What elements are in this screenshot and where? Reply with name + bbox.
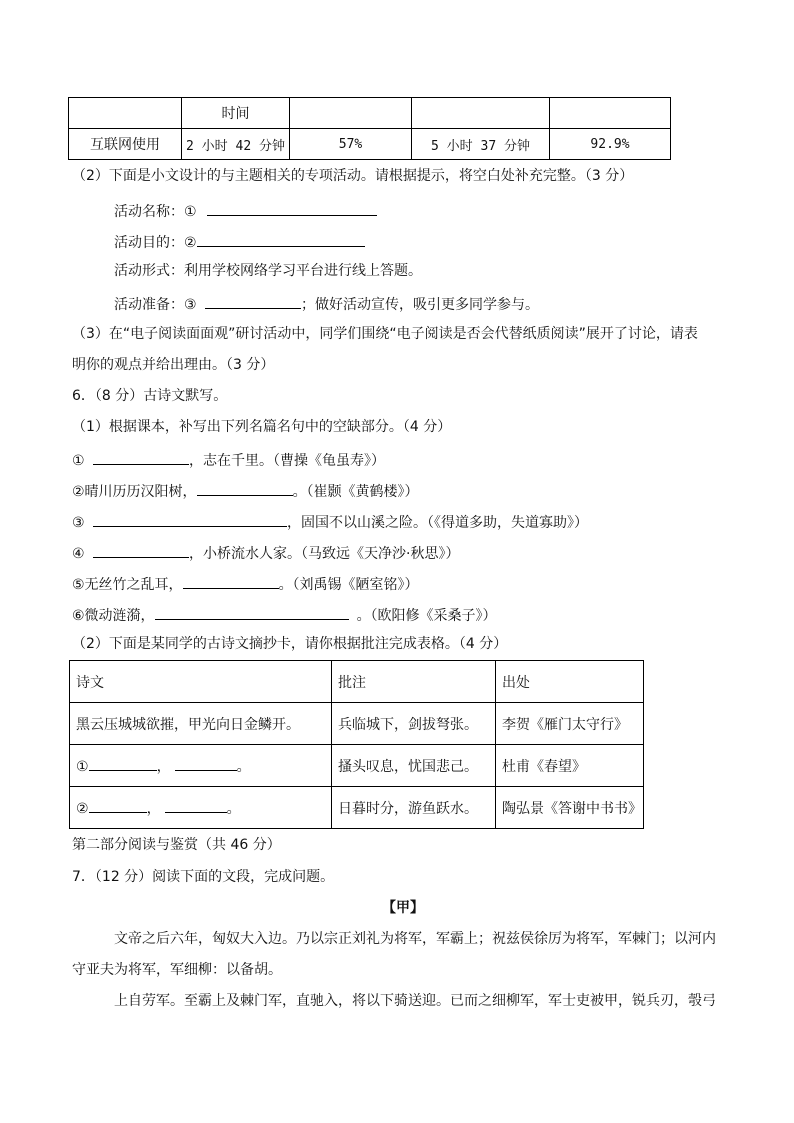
answer-blank[interactable] xyxy=(165,798,227,813)
passage-line: 文帝之后六年，匈奴大入边。乃以宗正刘礼为将军，军霸上；祝兹侯徐厉为将军，军棘门；以河内 xyxy=(114,931,716,947)
answer-blank[interactable] xyxy=(183,572,279,589)
activity-prep-label: 活动准备：③ xyxy=(114,297,197,313)
part2-heading: 第二部分阅读与鉴赏（共 46 分） xyxy=(72,837,281,853)
punctuation: 。 xyxy=(236,758,251,775)
answer-blank[interactable] xyxy=(89,798,147,813)
recite-line-4 xyxy=(72,541,459,564)
answer-blank[interactable] xyxy=(175,756,237,771)
line-number: ① xyxy=(72,453,85,469)
line-number: ① xyxy=(76,758,89,775)
table-cell: 黑云压城城欲摧，甲光向日金鳞开。 xyxy=(70,703,332,745)
activity-name-label: 活动名称：① xyxy=(114,204,197,220)
table-row xyxy=(70,661,644,703)
line-number: ② xyxy=(76,800,89,817)
activity-prep-line xyxy=(114,292,539,315)
passage-line: 守亚夫为将军，军细柳：以备胡。 xyxy=(72,962,282,978)
recite-line-1 xyxy=(72,448,385,471)
q5-part2-prompt: （2）下面是小文设计的与主题相关的专项活动。请根据提示，将空白处补充完整。（3 分） xyxy=(72,168,634,184)
top-table xyxy=(68,97,671,160)
line-number: ④ xyxy=(72,546,85,562)
table-row xyxy=(70,745,644,787)
activity-goal-label: 活动目的：② xyxy=(114,235,197,251)
table-cell xyxy=(70,787,332,829)
table-header: 诗文 xyxy=(70,661,332,703)
q6-part2-prompt: （2）下面是某同学的古诗文摘抄卡，请你根据批注完成表格。（4 分） xyxy=(72,636,508,652)
answer-blank[interactable] xyxy=(207,199,377,216)
punctuation: ， xyxy=(146,800,161,817)
table-header: 出处 xyxy=(496,661,644,703)
table-header: 批注 xyxy=(332,661,496,703)
punctuation: 。 xyxy=(226,800,241,817)
table-row xyxy=(69,129,671,160)
table-cell xyxy=(69,98,182,129)
activity-prep-suffix: ；做好活动宣传，吸引更多同学参与。 xyxy=(301,297,540,313)
line-text: ，小桥流水人家。（马致远《天净沙·秋思》） xyxy=(189,546,460,562)
table-cell: 李贺《雁门太守行》 xyxy=(496,703,644,745)
table-row xyxy=(69,98,671,129)
table-row xyxy=(70,787,644,829)
line-number: ③ xyxy=(72,515,85,531)
q6-heading: 6．（8 分）古诗文默写。 xyxy=(72,388,228,404)
line-text: 。（刘禹锡《陋室铭》） xyxy=(278,577,419,593)
answer-blank[interactable] xyxy=(197,230,365,247)
answer-blank[interactable] xyxy=(93,448,189,465)
q7-heading: 7．（12 分）阅读下面的文段，完成问题。 xyxy=(72,869,335,885)
line-text: ，固国不以山溪之险。（《得道多助，失道寡助》） xyxy=(287,515,589,531)
passage-title: 【甲】 xyxy=(382,900,424,916)
table-cell xyxy=(290,98,412,129)
activity-goal-line xyxy=(114,230,365,253)
q5-part3-line1: （3）在“电子阅读面面观”研讨活动中，同学们围绕“电子阅读是否会代替纸质阅读”展开了讨论，请表 xyxy=(72,326,698,342)
line-text: ②晴川历历汉阳树， xyxy=(72,484,197,500)
passage-line: 上自劳军。至霸上及棘门军，直驰入，将以下骑送迎。已而之细柳军，军士吏被甲，锐兵刃，彀弓 xyxy=(114,993,716,1009)
table-cell xyxy=(412,98,550,129)
table-cell: 5 小时 37 分钟 xyxy=(412,129,550,160)
line-text: ，志在千里。（曹操《龟虽寿》） xyxy=(189,453,386,469)
table-cell: 时间 xyxy=(182,98,290,129)
answer-blank[interactable] xyxy=(93,510,287,527)
q6-part1-prompt: （1）根据课本，补写出下列名篇名句中的空缺部分。（4 分） xyxy=(72,419,452,435)
punctuation: ， xyxy=(156,758,171,775)
table-cell xyxy=(70,745,332,787)
table-cell: 陶弘景《答谢中书书》 xyxy=(496,787,644,829)
activity-form-line: 活动形式：利用学校网络学习平台进行线上答题。 xyxy=(114,263,422,279)
q5-part3-line2: 明你的观点并给出理由。（3 分） xyxy=(72,357,275,373)
table-cell: 搔头叹息，忧国悲己。 xyxy=(332,745,496,787)
answer-blank[interactable] xyxy=(197,479,293,496)
table-cell: 2 小时 42 分钟 xyxy=(182,129,290,160)
answer-blank[interactable] xyxy=(93,541,189,558)
table-cell: 日暮时分，游鱼跃水。 xyxy=(332,787,496,829)
recite-line-5 xyxy=(72,572,419,595)
line-text: 。（欧阳修《采桑子》） xyxy=(356,608,497,624)
poem-excerpt-table xyxy=(69,660,644,829)
line-text: ⑤无丝竹之乱耳， xyxy=(72,577,183,593)
answer-blank[interactable] xyxy=(155,603,349,620)
recite-line-3 xyxy=(72,510,588,533)
answer-blank[interactable] xyxy=(205,292,301,309)
table-cell: 57% xyxy=(290,129,412,160)
activity-name-line xyxy=(114,199,377,222)
table-row xyxy=(70,703,644,745)
answer-blank[interactable] xyxy=(89,756,157,771)
table-cell: 兵临城下，剑拔弩张。 xyxy=(332,703,496,745)
line-text: ⑥微动涟漪， xyxy=(72,608,155,624)
line-text: 。（崔颢《黄鹤楼》） xyxy=(292,484,419,500)
recite-line-6 xyxy=(72,603,497,626)
recite-line-2 xyxy=(72,479,419,502)
table-cell xyxy=(550,98,671,129)
table-cell: 互联网使用 xyxy=(69,129,182,160)
table-cell: 92.9% xyxy=(550,129,671,160)
table-cell: 杜甫《春望》 xyxy=(496,745,644,787)
